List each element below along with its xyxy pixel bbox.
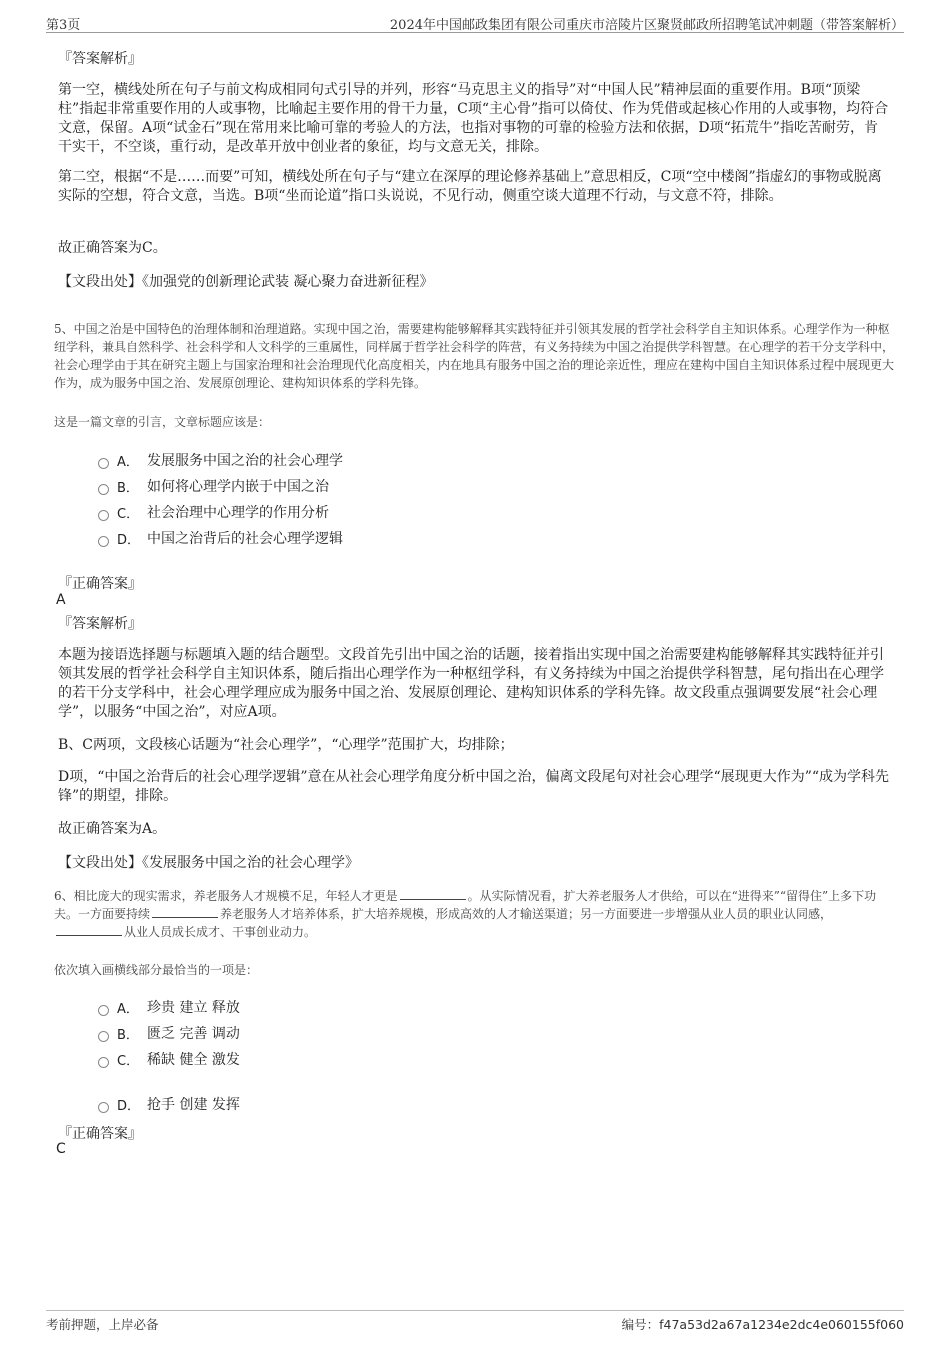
document-id: 编号：f47a53d2a67a1234e2dc4e060155f060 — [621, 1317, 904, 1332]
option-text: 发展服务中国之治的社会心理学 — [147, 453, 343, 469]
option-text: 社会治理中心理学的作用分析 — [147, 505, 329, 521]
q4-source: 【文段出处】《加强党的创新理论武装 凝心聚力奋进新征程》 — [58, 274, 434, 290]
option-letter: B． — [117, 480, 139, 496]
q6-correct-label: 『正确答案』 — [58, 1126, 142, 1142]
q5-option-c[interactable] — [98, 502, 329, 522]
q6-question: 依次填入画横线部分最恰当的一项是： — [54, 963, 259, 977]
q5-option-d[interactable] — [98, 528, 343, 548]
q6-option-b[interactable] — [98, 1023, 240, 1043]
option-text: 抢手 创建 发挥 — [147, 1097, 240, 1113]
document-title: 2024年中国邮政集团有限公司重庆市涪陵片区聚贤邮政所招聘笔试冲刺题（带答案解析） — [389, 18, 904, 33]
page-header — [46, 12, 904, 33]
q5-question: 这是一篇文章的引言，文章标题应该是： — [54, 415, 271, 429]
option-letter: A． — [117, 454, 139, 470]
q6-stem-part-c: 养老服务人才培养体系，扩大培养规模，形成高效的人才输送渠道；另一方面要进一步增强从业人员的职业认同感， — [220, 907, 833, 921]
option-text: 中国之治背后的社会心理学逻辑 — [147, 531, 343, 547]
option-letter: C． — [117, 1053, 140, 1069]
option-letter: A． — [117, 1001, 139, 1017]
radio-icon[interactable] — [98, 458, 109, 469]
q6-option-d[interactable] — [98, 1094, 240, 1114]
q5-correct-label: 『正确答案』 — [58, 576, 142, 592]
page-number: 第3页 — [46, 18, 81, 33]
option-letter: D． — [117, 1098, 141, 1114]
q6-stem — [54, 887, 894, 941]
footer-slogan: 考前押题，上岸必备 — [46, 1317, 159, 1332]
q4-analysis-para1: 第一空，横线处所在句子与前文构成相同句式引导的并列，形容“马克思主义的指导”对“中国人民”精神层面的重要作用。B项“顶梁柱”指起非常重要作用的人或事物，比喻起主要作用的骨干力量，C项“主心骨”指可以倚仗、作为凭借或起核心作用的人或事物，均符合文意，保留。A项“试金石”现在常用来比喻可靠的考验人的方法，也指对事物的可靠的检验方法和依据，D项“拓荒牛”指吃苦耐劳，肯干实干，不空谈，重行动，是改革开放中创业者的象征，均与文意无关，排除。 — [58, 82, 889, 155]
q5-analysis-para2: B、C两项，文段核心话题为“社会心理学”，“心理学”范围扩大，均排除； — [58, 737, 514, 753]
option-text: 如何将心理学内嵌于中国之治 — [147, 479, 329, 495]
option-letter: D． — [117, 532, 141, 548]
q6-stem-part-b: 。从实际情况看，扩大养老服务人才供给，可以在“进得来”“留得住”上多下功夫。一方面要持续 — [54, 889, 877, 921]
q5-option-a[interactable] — [98, 450, 343, 470]
radio-icon[interactable] — [98, 510, 109, 521]
fill-blank-2 — [152, 905, 218, 918]
q6-correct-answer: C — [56, 1141, 66, 1157]
option-letter: C． — [117, 506, 140, 522]
q5-analysis-para1: 本题为接语选择题与标题填入题的结合题型。文段首先引出中国之治的话题，接着指出实现中国之治需要建构能够解释其实践特征并引领其发展的哲学社会科学自主知识体系，随后指出心理学作为一种枢纽学科，有义务持续为中国之治提供学科智慧，尾句指出在心理学的若干分支学科中，社会心理学理应成为服务中国之治、发展原创理论、建构知识体系的学科先锋。故文段重点强调要发展“社会心理学”，以服务“中国之治”，对应A项。 — [58, 647, 884, 720]
radio-icon[interactable] — [98, 484, 109, 495]
q5-stem: 5、中国之治是中国特色的治理体制和治理道路。实现中国之治，需要建构能够解释其实践特征并引领其发展的哲学社会科学自主知识体系。心理学作为一种枢纽学科，兼具自然科学、社会科学和人文科学的三重属性，同样属于哲学社会科学的阵营，有义务持续为中国之治提供学科智慧。在心理学的若干分支学科中，社会心理学由于其在研究主题上与国家治理和社会治理现代化高度相关，内在地具有服务中国之治的理论亲近性，理应在建构中国自主知识体系过程中展现更大作为，成为服务中国之治、发展原创理论、建构知识体系的学科先锋。 — [54, 322, 895, 390]
q6-option-a[interactable] — [98, 997, 240, 1017]
q5-correct-answer: A — [56, 592, 66, 608]
q5-analysis-label: 『答案解析』 — [58, 616, 142, 632]
q5-source: 【文段出处】《发展服务中国之治的社会心理学》 — [58, 855, 359, 871]
q4-analysis-para2: 第二空，根据“不是……而要”可知，横线处所在句子与“建立在深厚的理论修养基础上”意思相反，C项“空中楼阁”指虚幻的事物或脱离实际的空想，符合文意，当选。B项“坐而论道”指口头说说，不见行动，侧重空谈大道理不行动，与文意不符，排除。 — [58, 169, 882, 204]
radio-icon[interactable] — [98, 1102, 109, 1113]
radio-icon[interactable] — [98, 1031, 109, 1042]
option-text: 珍贵 建立 释放 — [147, 1000, 240, 1016]
q4-analysis-label: 『答案解析』 — [58, 51, 142, 67]
q5-analysis-para3: D项，“中国之治背后的社会心理学逻辑”意在从社会心理学角度分析中国之治，偏离文段尾句对社会心理学“展现更大作为”“成为学科先锋”的期望，排除。 — [58, 769, 890, 804]
q5-conclusion: 故正确答案为A。 — [58, 821, 167, 837]
option-text: 稀缺 健全 激发 — [147, 1052, 240, 1068]
q5-option-b[interactable] — [98, 476, 329, 496]
fill-blank-1 — [400, 887, 466, 900]
q6-option-c[interactable] — [98, 1049, 240, 1069]
option-text: 匮乏 完善 调动 — [147, 1026, 240, 1042]
q4-conclusion: 故正确答案为C。 — [58, 240, 167, 256]
page-footer — [46, 1310, 904, 1341]
radio-icon[interactable] — [98, 1057, 109, 1068]
q6-stem-part-d: 从业人员成长成才、干事创业动力。 — [124, 925, 317, 939]
radio-icon[interactable] — [98, 1005, 109, 1016]
q6-stem-part-a: 6、相比庞大的现实需求，养老服务人才规模不足，年轻人才更是 — [54, 889, 398, 903]
fill-blank-3 — [56, 923, 122, 936]
option-letter: B． — [117, 1027, 139, 1043]
radio-icon[interactable] — [98, 536, 109, 547]
